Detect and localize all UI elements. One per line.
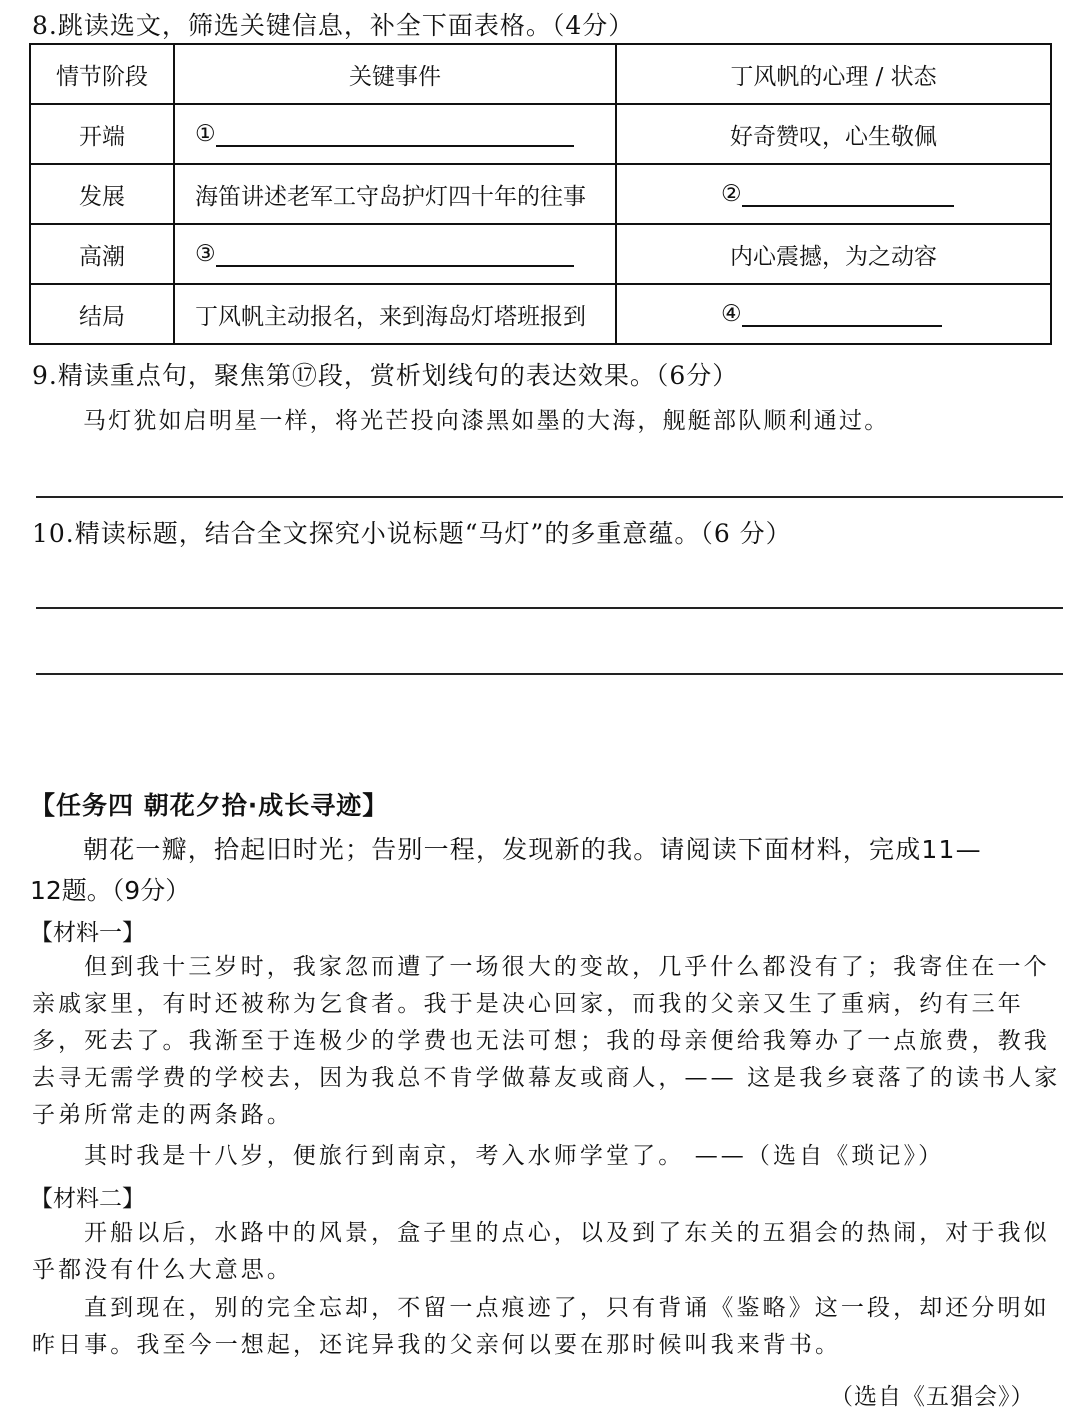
plot-table: [29, 43, 1052, 345]
task4-intro-line1: 朝花一瓣，拾起旧时光；告别一程，发现新的我。请阅读下面材料，完成11—: [83, 835, 982, 864]
row-mind: 内心震撼，为之动容: [616, 224, 1051, 284]
header-mind: 丁风帆的心理 / 状态: [616, 44, 1051, 104]
row-event: 丁风帆主动报名，来到海岛灯塔班报到: [174, 284, 616, 344]
answer-line[interactable]: [36, 673, 1063, 675]
blank-marker: ①: [195, 121, 216, 147]
material1-paragraph2: 其时我是十八岁，便旅行到南京，考入水师学堂了。 ——（选自《琐记》）: [84, 1143, 945, 1169]
q9-title: 9.精读重点句，聚焦第⑰段，赏析划线句的表达效果。（6分）: [32, 361, 739, 390]
answer-blank-3[interactable]: [216, 243, 574, 267]
blank-marker: ③: [195, 241, 216, 267]
q8-title: 8.跳读选文，筛选关键信息，补全下面表格。（4分）: [32, 11, 635, 40]
table-row: [30, 104, 1051, 164]
answer-blank-4[interactable]: [742, 303, 942, 327]
blank-marker: ④: [721, 301, 742, 327]
row-mind: 好奇赞叹，心生敬佩: [616, 104, 1051, 164]
answer-line[interactable]: [36, 496, 1063, 498]
header-event: 关键事件: [174, 44, 616, 104]
row-event-cell: [174, 224, 616, 284]
row-stage: 高潮: [30, 224, 174, 284]
answer-line[interactable]: [36, 607, 1063, 609]
task4-intro-line2: 12题。（9分）: [30, 876, 191, 905]
answer-blank-1[interactable]: [216, 123, 574, 147]
row-event-cell: [174, 104, 616, 164]
q9-sentence: 马灯犹如启明星一样，将光芒投向漆黑如墨的大海，舰艇部队顺利通过。: [83, 408, 890, 434]
task4-title: 【任务四 朝花夕拾·成长寻迹】: [30, 791, 389, 820]
row-mind-cell: [616, 164, 1051, 224]
table-row: [30, 284, 1051, 344]
material2-paragraph2: 直到现在，别的完全忘却，不留一点痕迹了，只有背诵《鉴略》这一段，却还分明如昨日事。我至今一想起，还诧异我的父亲何以要在那时候叫我来背书。: [32, 1295, 1050, 1358]
row-event: 海笛讲述老军工守岛护灯四十年的往事: [174, 164, 616, 224]
row-stage: 结局: [30, 284, 174, 344]
material2-source: （选自《五猖会》）: [830, 1384, 1035, 1410]
table-header-row: [30, 44, 1051, 104]
material2-paragraph1: 开船以后，水路中的风景，盒子里的点心，以及到了东关的五猖会的热闹，对于我似乎都没有什么大意思。: [32, 1220, 1050, 1283]
header-stage: 情节阶段: [30, 44, 174, 104]
row-mind-cell: [616, 284, 1051, 344]
material1-paragraph1: 但到我十三岁时，我家忽而遭了一场很大的变故，几乎什么都没有了；我寄住在一个亲戚家里，有时还被称为乞食者。我于是决心回家，而我的父亲又生了重病，约有三年多，死去了。我渐至于连极少的学费也无法可想；我的母亲便给我筹办了一点旅费，教我去寻无需学费的学校去，因为我总不肯学做幕友或商人，—— 这是我乡衰落了的读书人家子弟所常走的两条路。: [32, 954, 1061, 1128]
table-row: [30, 224, 1051, 284]
material1-label: 【材料一】: [30, 920, 145, 946]
answer-blank-2[interactable]: [742, 183, 954, 207]
row-stage: 发展: [30, 164, 174, 224]
blank-marker: ②: [721, 181, 742, 207]
material2-label: 【材料二】: [30, 1186, 145, 1212]
table-row: [30, 164, 1051, 224]
q10-title: 10.精读标题，结合全文探究小说标题“马灯”的多重意蕴。（6 分）: [32, 519, 792, 548]
row-stage: 开端: [30, 104, 174, 164]
